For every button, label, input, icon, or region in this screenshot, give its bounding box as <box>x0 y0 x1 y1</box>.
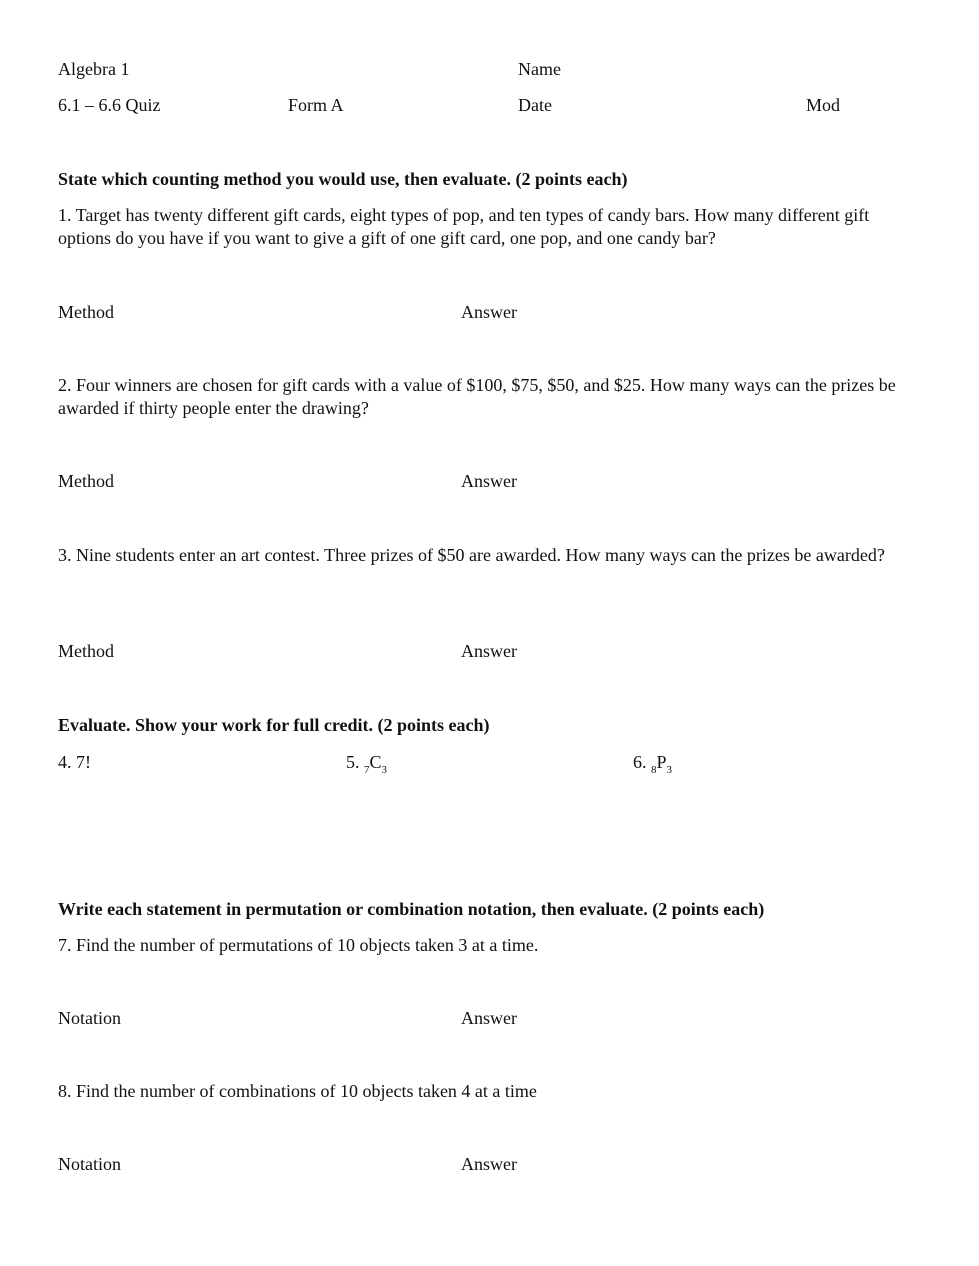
q6-number: 6. <box>633 752 647 772</box>
q2-method-label: Method <box>58 471 114 491</box>
section1-instructions: State which counting method you would use, then evaluate. (2 points each) <box>58 169 628 189</box>
q3-answer-label: Answer <box>461 641 517 661</box>
question-6 <box>633 751 672 774</box>
q1-method-label: Method <box>58 302 114 322</box>
q5-r-subscript: 3 <box>381 764 388 776</box>
name-label: Name <box>518 59 561 79</box>
section2-instructions: Evaluate. Show your work for full credit. (2 points each) <box>58 715 490 735</box>
question-8: 8. Find the number of combinations of 10 objects taken 4 at a time <box>58 1081 537 1101</box>
q6-permutation-letter: P <box>656 752 667 772</box>
q6-n-subscript: 8 <box>651 764 657 776</box>
section3-instructions: Write each statement in permutation or combination notation, then evaluate. (2 points each) <box>58 899 765 919</box>
question-1: 1. Target has twenty different gift cards, eight types of pop, and ten types of candy bars. How many different gift options do you have if you want to give a gift of one gift card, one pop, and one candy bar? <box>58 205 870 249</box>
question-7: 7. Find the number of permutations of 10 objects taken 3 at a time. <box>58 935 539 955</box>
form-label: Form A <box>288 95 344 115</box>
q6-r-subscript: 3 <box>666 764 673 776</box>
q2-answer-label: Answer <box>461 471 517 491</box>
q8-answer-label: Answer <box>461 1154 517 1174</box>
q8-notation-label: Notation <box>58 1154 121 1174</box>
question-5 <box>346 751 387 774</box>
q5-number: 5. <box>346 752 360 772</box>
q7-answer-label: Answer <box>461 1008 517 1028</box>
q5-combination-letter: C <box>369 752 382 772</box>
question-4: 4. 7! <box>58 752 91 772</box>
mod-label: Mod <box>806 95 841 115</box>
question-2: 2. Four winners are chosen for gift cards with a value of $100, $75, $50, and $25. How many ways can the prizes be awarded if thirty people enter the drawing? <box>58 375 896 419</box>
q3-method-label: Method <box>58 641 114 661</box>
q1-answer-label: Answer <box>461 302 517 322</box>
q5-n-subscript: 7 <box>364 764 370 776</box>
quiz-title: 6.1 – 6.6 Quiz <box>58 95 161 115</box>
date-label: Date <box>518 95 552 115</box>
q7-notation-label: Notation <box>58 1008 121 1028</box>
course-title: Algebra 1 <box>58 59 130 79</box>
question-3: 3. Nine students enter an art contest. Three prizes of $50 are awarded. How many ways can the prizes be awarded? <box>58 545 885 565</box>
